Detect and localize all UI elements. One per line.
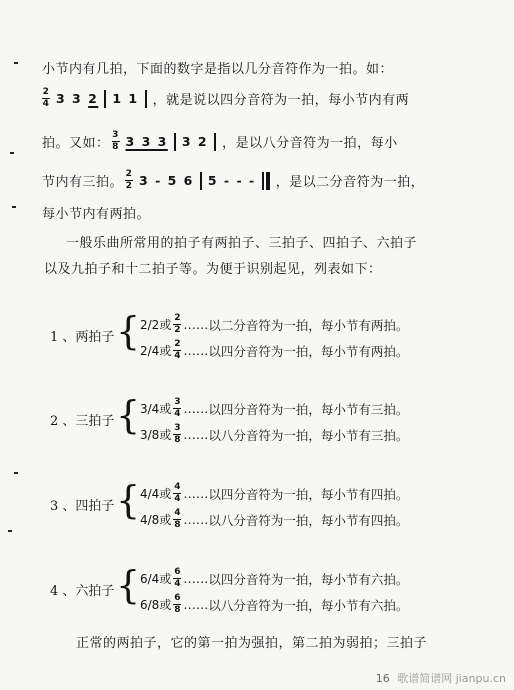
meter-fraction: $\frac{2}{2}$ [174,313,181,335]
meter-signature: 2/2或 [140,318,172,332]
meter-item-label: 4 、六拍子 [50,584,115,599]
meter-row [140,340,408,361]
meter-fraction: $\frac{3}{4}$ [174,397,181,419]
meter-item-label: 1 、两拍子 [50,330,115,345]
meter-row [140,314,408,335]
time-signature-2-2: $\frac{2}{2}$ [125,169,133,191]
meter-fraction: $\frac{3}{8}$ [174,423,181,445]
meter-description: 以八分音符为一拍，每小节有四拍。 [208,512,409,528]
watermark [376,670,506,686]
para2-line2: 以及九拍子和十二拍子等。为便于识别起见，列表如下： [44,262,382,277]
margin-mark [14,62,18,64]
brace: { [116,478,141,522]
meter-row [140,509,408,530]
para3-line1: 正常的两拍子，它的第一拍为强拍，第二拍为弱拍；三拍子 [76,636,428,651]
barline [200,172,202,190]
meter-signature: 3/8或 [140,428,172,442]
para1-line4 [42,170,424,191]
barline [214,133,216,151]
meter-row [140,424,408,445]
margin-mark [12,206,16,208]
final-barline-thin [262,172,264,190]
meter-fraction: $\frac{2}{4}$ [174,339,181,361]
meter-fraction: $\frac{4}{8}$ [174,508,181,530]
meter-signature: 3/4或 [140,402,172,416]
meter-description: 以二分音符为一拍，每小节有两拍。 [208,317,409,333]
frac-den: 4 [42,99,50,109]
leader-dots: …… [183,401,209,416]
meter-description: 以四分音符为一拍，每小节有三拍。 [208,401,409,417]
para1-line1 [42,58,393,77]
barline [145,90,147,108]
leader-dots: …… [183,486,209,501]
meter-description: 以八分音符为一拍，每小节有三拍。 [208,427,409,443]
meter-description: 以八分音符为一拍，每小节有六拍。 [208,597,409,613]
meter-description: 以四分音符为一拍，每小节有六拍。 [208,571,409,587]
meter-row [140,483,408,504]
meter-row [140,568,408,589]
leader-dots: …… [183,597,209,612]
watermark-text: 歌谱简谱网 jianpu.cn [397,672,506,685]
para1-line2 [40,88,409,109]
meter-fraction: $\frac{6}{4}$ [174,567,181,589]
brace: { [116,563,141,607]
margin-mark [14,472,18,474]
meter-row [140,398,408,419]
brace: { [116,393,141,437]
para1-line2-text: ，就是说以四分音符为一拍，每小节内有两 [152,93,410,108]
leader-dots: …… [183,343,209,358]
meter-fraction: $\frac{4}{4}$ [174,482,181,504]
meter-fraction: $\frac{6}{8}$ [174,593,181,615]
meter-signature: 6/8或 [140,598,172,612]
notes-measure-2: 1 1 [112,91,139,106]
para1-line4-text-b: ，是以二分音符为一拍， [275,175,425,190]
meter-row [140,594,408,615]
meter-description: 以四分音符为一拍，每小节有四拍。 [208,486,409,502]
leader-dots: …… [183,317,209,332]
para1-line3-text-b: ，是以八分音符为一拍，每小 [222,136,398,151]
notes-measure-2: 3 2 [181,134,209,149]
meter-signature: 2/4或 [140,344,172,358]
meter-signature: 4/4或 [140,487,172,501]
margin-mark [10,152,14,154]
barline [174,133,176,151]
para1-line1-text: 小节内有几拍，下面的数字是指以几分音符作为一拍。如： [42,62,394,77]
meter-item-label: 2 、三拍子 [50,414,115,429]
leader-dots: …… [183,571,209,586]
meter-signature: 6/4或 [140,572,172,586]
brace: { [116,309,141,353]
para2-line1: 一般乐曲所常用的拍子有两拍子、三拍子、四拍子、六拍子 [66,236,418,251]
meter-description: 以四分音符为一拍，每小节有两拍。 [208,343,409,359]
para1-line4-text-a: 节内有三拍。 [42,175,124,190]
final-barline-thick [266,172,270,190]
para1-line5: 每小节内有两拍。 [42,207,151,222]
meter-signature: 4/8或 [140,513,172,527]
time-signature-3-8: $\frac{3}{8}$ [112,130,119,152]
para1-line3 [42,131,398,152]
frac-num: 2 [42,87,50,97]
page-number: 16 [375,672,390,685]
leader-dots: …… [183,427,209,442]
time-signature-2-4 [42,88,50,109]
meter-item-label: 3 、四拍子 [50,499,115,514]
leader-dots: …… [183,512,209,527]
notes-measure-1: 3 3 3 [125,134,168,149]
para1-line3-text-a: 拍。又如： [42,136,110,151]
notes-measure-1: 3 3 2 [56,91,99,106]
margin-mark [8,530,12,532]
notes-measure-2: 5 - - - [207,173,256,188]
barline [104,90,106,108]
notes-measure-1: 3 - 5 6 [139,173,194,188]
